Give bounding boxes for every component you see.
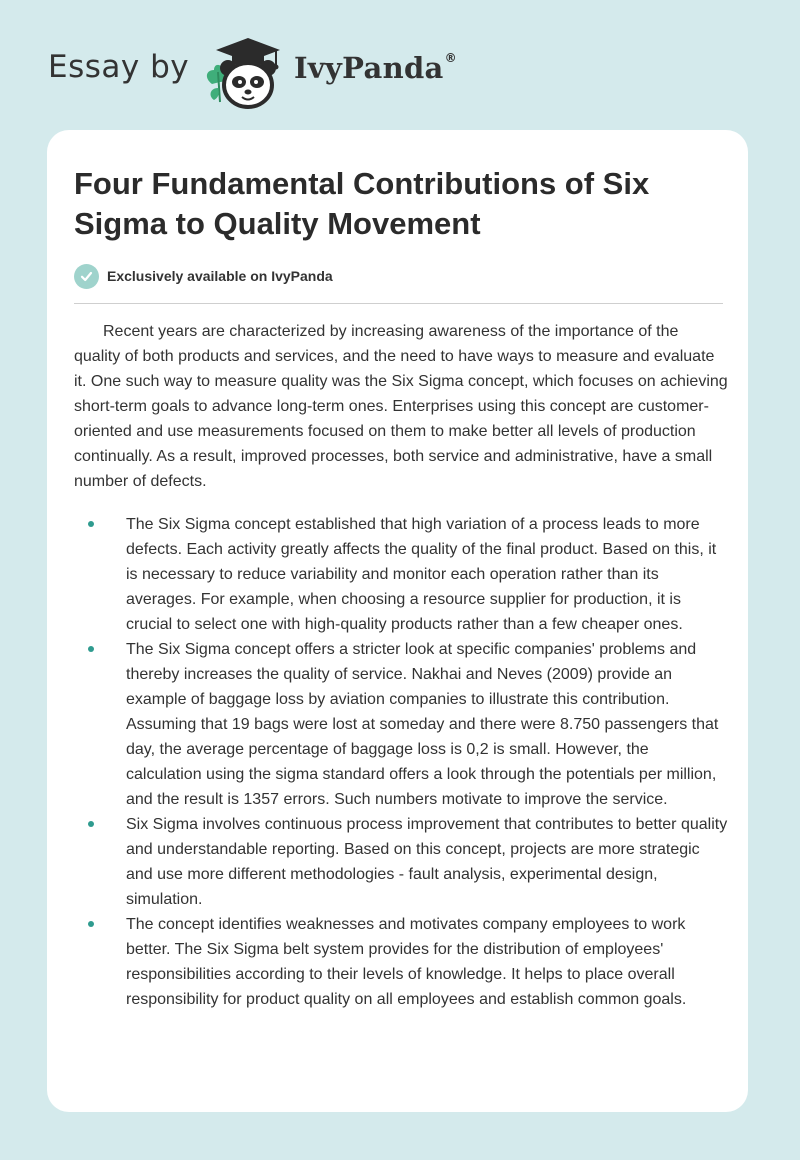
checkmark-icon (74, 264, 99, 289)
list-item (74, 637, 728, 812)
list-item (74, 912, 728, 1012)
list-item-text: The Six Sigma concept offers a stricter look at specific companies' problems and thereby increases the quality of service. Nakhai and Neves (2009) provide an example of baggage loss by aviation companies to illustrate this contribution. Assuming that 19 bags were lost at someday and there were 8.750 passengers that day, the average percentage of baggage loss is 0,2 is small. However, the calculation using the sigma standard offers a look through the potentials per million, and the result is 1357 errors. Such numbers motivate to improve the service. (126, 641, 719, 808)
list-item (74, 812, 728, 912)
essay-title: Four Fundamental Contributions of Six Sigma to Quality Movement (74, 166, 650, 241)
essay-card (47, 130, 748, 1112)
exclusive-label: Exclusively available on IvyPanda (107, 268, 333, 284)
exclusive-badge (74, 263, 333, 289)
intro-paragraph: Recent years are characterized by increasing awareness of the importance of the quality of both products and services, and the need to have ways to measure and evaluate it. One such way to measure quality was the Six Sigma concept, which focuses on achieving short-term goals to advance long-term ones. Enterprises using this concept are customer-oriented and use measurements focused on them to make better all levels of production continually. As a result, improved processes, both service and administrative, have a small number of defects. (74, 323, 728, 490)
registered-mark: ® (444, 51, 457, 65)
essay-by-label: Essay by (48, 49, 190, 85)
brand-name: IvyPanda® (294, 51, 457, 85)
list-item-text: Six Sigma involves continuous process improvement that contributes to better quality and understandable reporting. Based on this concept, projects are more strategic and use more different methodologies - fault analysis, experimental design, simulation. (126, 816, 728, 908)
bullet-icon (88, 821, 94, 827)
site-header (48, 30, 548, 110)
list-item (74, 512, 728, 637)
bullet-icon (88, 521, 94, 527)
ivypanda-logo-icon[interactable] (198, 32, 282, 112)
bullet-icon (88, 921, 94, 927)
list-item-text: The concept identifies weaknesses and motivates company employees to work better. The Six Sigma belt system provides for the distribution of employees' responsibilities according to their levels of knowledge. It helps to place overall responsibility for product quality on all employees and establish common goals. (126, 916, 687, 1008)
header-divider (74, 303, 723, 304)
bullet-icon (88, 646, 94, 652)
list-item-text: The Six Sigma concept established that high variation of a process leads to more defects. Each activity greatly affects the quality of the final product. Based on this, it is necessary to reduce variability and monitor each operation rather than its averages. For example, when choosing a resource supplier for production, it is crucial to select one with high-quality products rather than a few cheaper ones. (126, 516, 717, 633)
essay-body (74, 319, 728, 1012)
contributions-list (74, 512, 728, 1012)
